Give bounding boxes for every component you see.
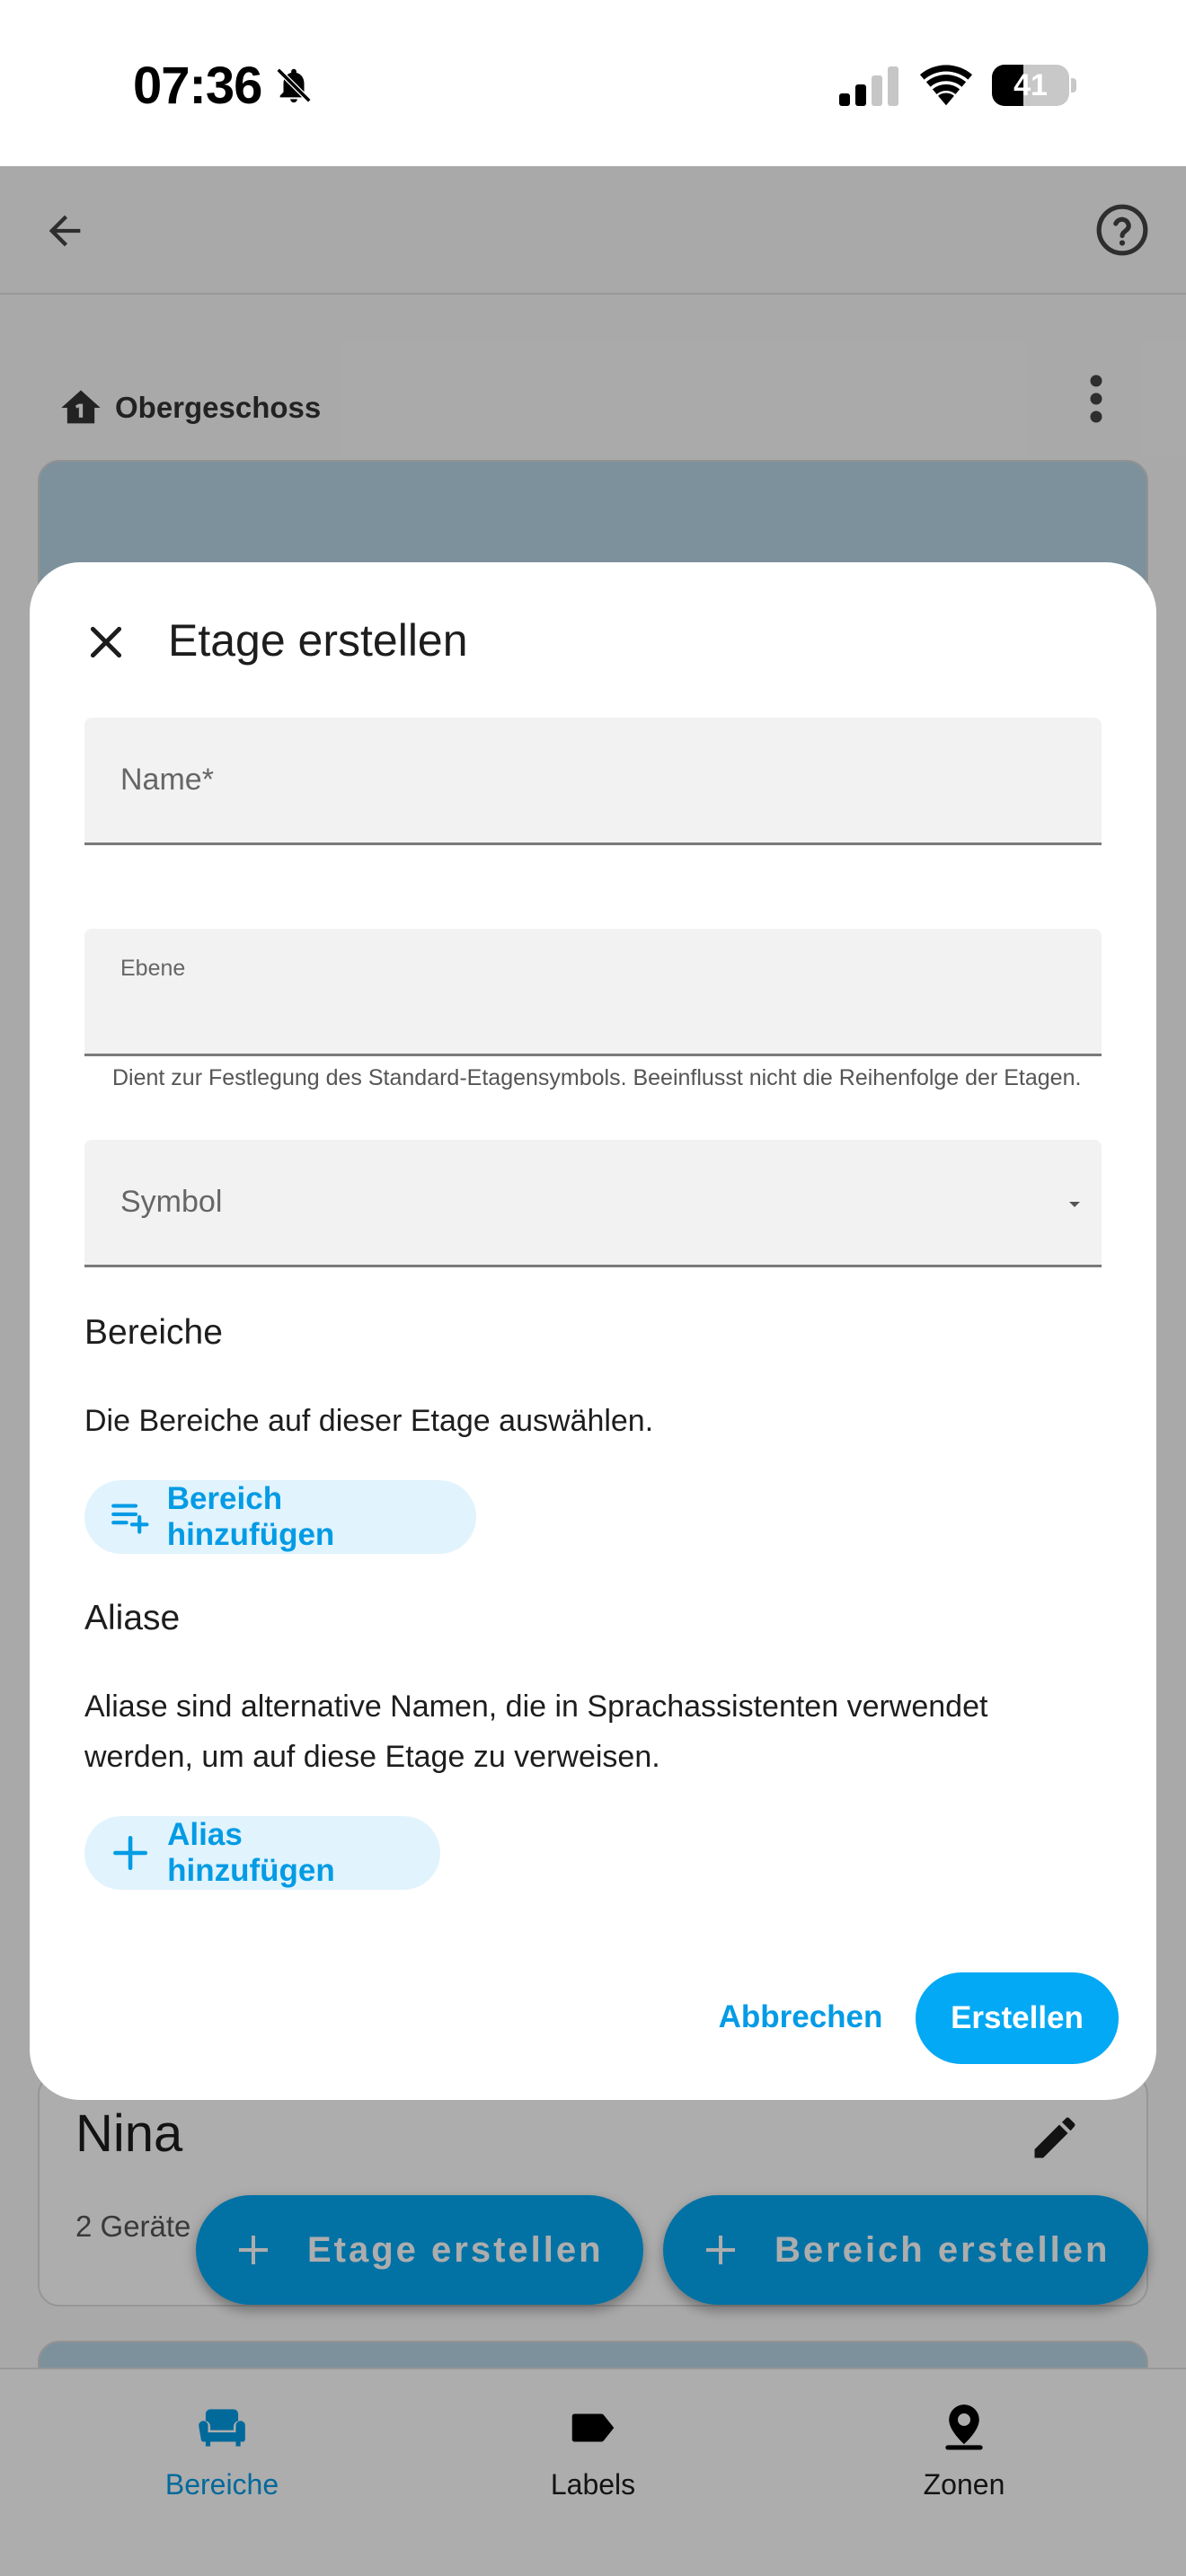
level-helper-text: Dient zur Festlegung des Standard-Etagensymbols. Beeinflusst nicht die Reihenfolge der Etagen. (112, 1065, 1082, 1090)
caret-down-icon (1064, 1194, 1085, 1215)
area-device-count: 2 Geräte (75, 2210, 191, 2243)
name-field-label: Name* (120, 763, 214, 797)
wifi-icon (918, 63, 974, 106)
battery-level: 41 (1013, 68, 1048, 102)
status-bar (0, 0, 1186, 166)
add-alias-label: Alias hinzufügen (167, 1817, 335, 1888)
bell-off-icon (273, 65, 314, 106)
dialog-title: Etage erstellen (168, 615, 468, 666)
areas-section-title: Bereiche (84, 1313, 223, 1352)
add-area-button[interactable] (84, 1480, 476, 1554)
playlist-plus-icon (108, 1494, 153, 1540)
add-alias-button[interactable] (84, 1816, 440, 1890)
add-area-label: Bereich hinzufügen (166, 1481, 335, 1552)
close-icon (84, 620, 128, 665)
floor-title: Obergeschoss (115, 391, 322, 424)
signal-icon (839, 66, 900, 106)
area-name: Nina (75, 2104, 183, 2163)
nav-label-areas: Bereiche (164, 2468, 279, 2501)
aliases-section-description: Aliase sind alternative Namen, die in Sprachassistenten verwendet werden, um auf diese Etage zu verweisen. (84, 1689, 988, 1774)
name-field[interactable] (84, 718, 1102, 845)
level-field[interactable] (84, 929, 1102, 1056)
plus-icon (108, 1830, 153, 1876)
level-field-label: Ebene (120, 956, 186, 981)
create-floor-label: Etage erstellen (307, 2229, 604, 2270)
name-input[interactable] (120, 784, 1064, 829)
nav-label-labels: Labels (550, 2468, 636, 2501)
symbol-select[interactable] (84, 1140, 1102, 1267)
create-area-label: Bereich erstellen (774, 2229, 1111, 2270)
cancel-button[interactable]: Abbrechen (718, 1999, 883, 2034)
aliases-section-title: Aliase (84, 1599, 181, 1637)
areas-section-description: Die Bereiche auf dieser Etage auswählen. (84, 1404, 654, 1438)
close-button[interactable] (55, 591, 157, 693)
symbol-field-label: Symbol (120, 1185, 223, 1219)
create-floor-dialog (30, 562, 1156, 2100)
nav-label-zones: Zonen (923, 2468, 1005, 2501)
status-time: 07:36 (133, 57, 262, 115)
battery-icon (992, 65, 1075, 106)
level-input[interactable] (120, 995, 1064, 1040)
create-button[interactable]: Erstellen (916, 1972, 1119, 2064)
